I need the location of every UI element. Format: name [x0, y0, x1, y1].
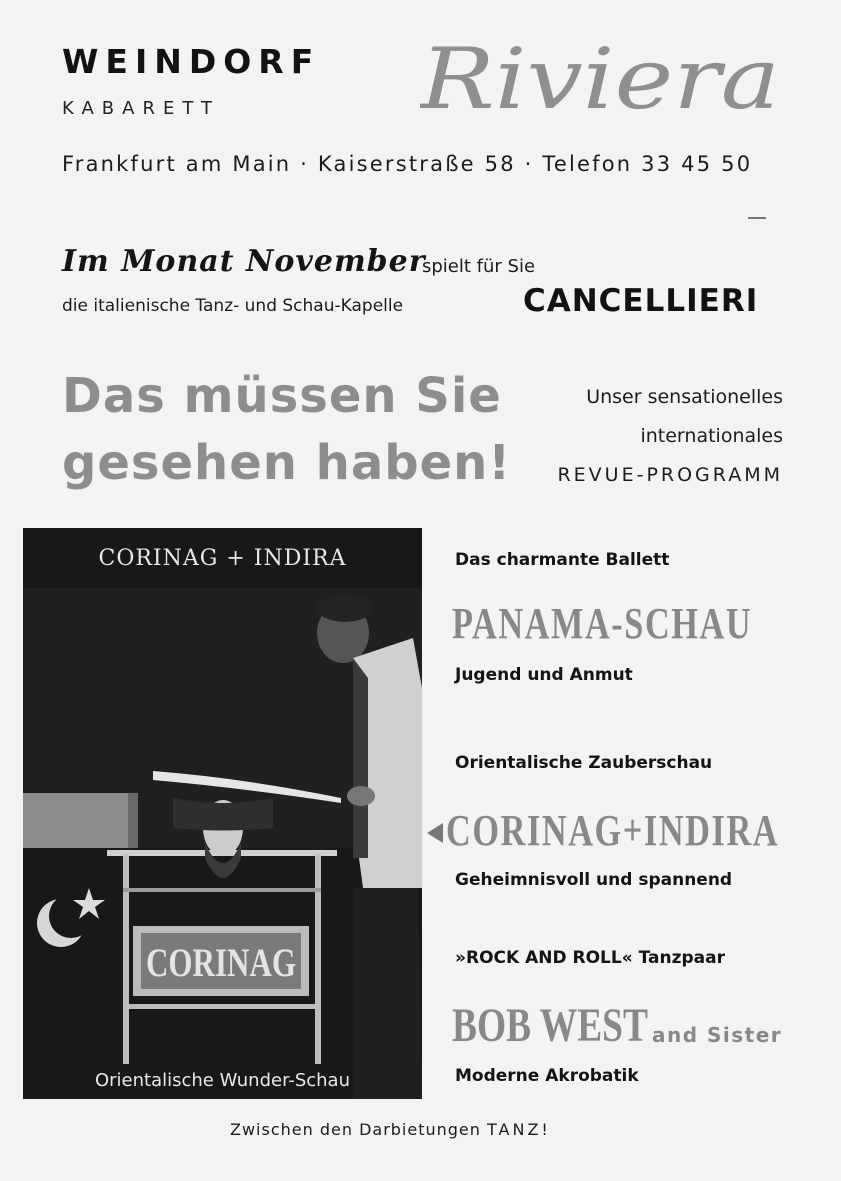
riviera-logo-text: Riviera [420, 30, 780, 128]
act-photo-illustration [23, 528, 422, 1099]
month-heading: Im Monat November [62, 244, 426, 279]
band-description: die italienische Tanz- und Schau-Kapelle [62, 296, 404, 316]
act-3-name-row [452, 998, 783, 1053]
act-photo [23, 528, 422, 1099]
act-2-heading: Orientalische Zauberschau [455, 753, 713, 773]
photo-caption: Orientalische Wunder-Schau [94, 1070, 350, 1091]
riviera-logo [420, 20, 795, 130]
act-2-name: CORINAG+INDIRA [446, 806, 780, 855]
act-2-tagline: Geheimnisvoll und spannend [455, 870, 733, 890]
footer-note [230, 1120, 551, 1139]
brand-subtitle: KABARETT [62, 98, 221, 119]
address-line: Frankfurt am Main · Kaiserstraße 58 · Telefon 33 45 50 [62, 152, 753, 176]
brand-name: WEINDORF [62, 42, 321, 81]
footer-emphasis: TANZ! [487, 1120, 551, 1139]
arrow-left-icon [427, 823, 443, 843]
footer-text: Zwischen den Darbietungen [230, 1120, 481, 1139]
act-1-tagline: Jugend und Anmut [455, 665, 633, 685]
act-3-name: BOB WEST [452, 999, 648, 1052]
print-speck [748, 217, 766, 219]
photo-sign-text: CORINAG [146, 940, 296, 985]
photo-title: CORINAG + INDIRA [98, 546, 347, 571]
act-3-tagline: Moderne Akrobatik [455, 1066, 639, 1086]
headline-line-1: Das müssen Sie [62, 368, 502, 424]
band-name: CANCELLIERI [523, 283, 759, 319]
program-intro-line-3: REVUE-PROGRAMM [557, 464, 783, 486]
program-intro-line-2: internationales [640, 425, 783, 447]
act-1-heading: Das charmante Ballett [455, 550, 670, 570]
act-3-name-suffix: and Sister [652, 1023, 783, 1047]
program-intro-line-1: Unser sensationelles [586, 386, 783, 408]
program-intro [557, 378, 783, 495]
act-3-heading: »ROCK AND ROLL« Tanzpaar [455, 948, 725, 968]
headline-line-2: gesehen haben! [62, 435, 512, 491]
month-heading-suffix: spielt für Sie [422, 256, 536, 277]
act-1-name: PANAMA-SCHAU [452, 599, 753, 648]
